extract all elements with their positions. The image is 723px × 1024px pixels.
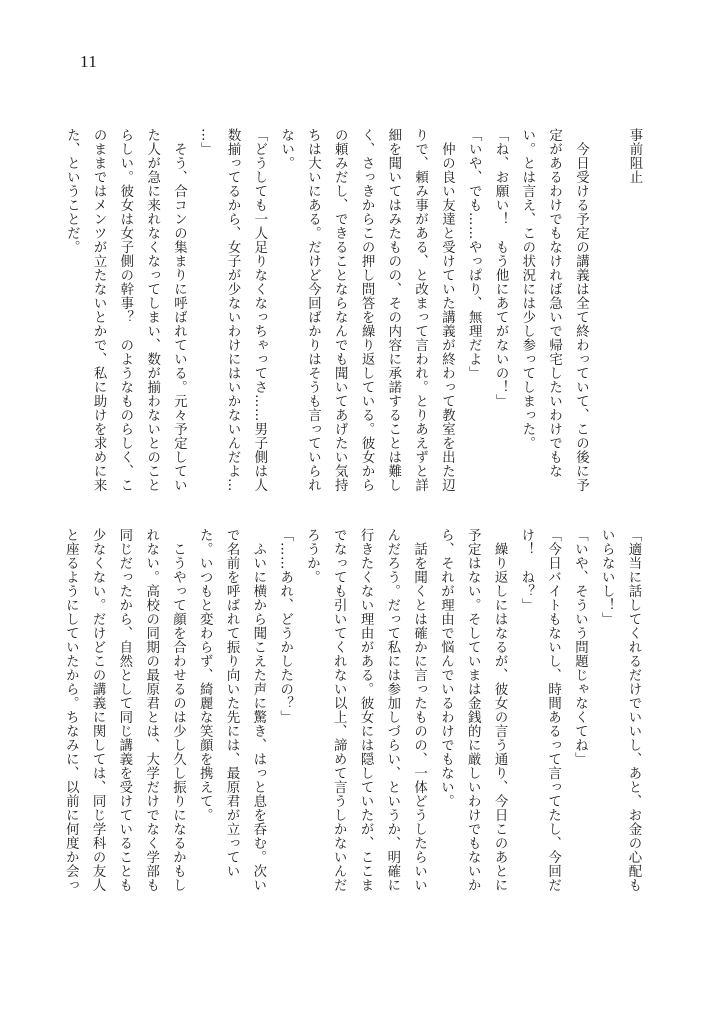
- bottom-text-line: 少なくない。だけどこの講義に関しては、同じ学科の友人: [90, 528, 106, 892]
- bottom-text-line: 「いや、そういう問題じゃなくてね」: [572, 528, 588, 766]
- bottom-text-line: 「今日バイトもないし、時間あるって言ってたし、今回だ: [545, 528, 561, 892]
- top-text-line: [593, 128, 620, 508]
- top-text-line: らしい。彼女は女子側の幹事？ のようなものらしく、こ: [117, 128, 133, 492]
- top-text-line: の頼みだし、できることならなんでも聞いてあげたい気持: [332, 128, 348, 492]
- bottom-text-line: け！ ね？」: [518, 528, 534, 612]
- bottom-text-line: れない。高校の同期の最原君とは、大学だけでなく学部も: [143, 528, 159, 892]
- text-block-top: [57, 128, 647, 508]
- top-text-line: のままではメンツが立たないとかで、私に助けを求めに来: [91, 128, 107, 492]
- page-number: 11: [80, 52, 98, 71]
- bottom-text-line: 同じだったから、自然として同じ講義を受けていることも: [116, 528, 132, 892]
- bottom-text-line: ふいに横から聞こえた声に驚き、はっと息を呑む。次い: [250, 528, 266, 892]
- top-text-line: 定があるわけでもなければ急いで帰宅したいわけでもな: [546, 128, 562, 478]
- top-text-line: 「どうしても一人足りなくなっちゃってさ……男子側は人: [251, 128, 267, 492]
- top-text-line: 仲の良い友達と受けていた講義が終わって教室を出た辺: [439, 128, 455, 492]
- top-text-line: 今日受ける予定の講義は全て終わっていて、この後に予: [573, 128, 589, 492]
- top-text-line: 「いや、でも……やっぱり、無理だよ」: [466, 128, 482, 380]
- top-text-line: そう、合コンの集まりに呼ばれている。元々予定してい: [171, 128, 187, 492]
- top-text-line: た、ということだ。: [64, 128, 80, 254]
- top-text-line: 事前阻止: [627, 128, 642, 184]
- bottom-text-line: んだろう。だって私には参加しづらい、というか、明確に: [384, 528, 400, 892]
- top-text-line: 「ね、お願い！ もう他にあてがないの！」: [493, 128, 509, 408]
- bottom-text-line: と座るようにしていたから。ちなみに、以前に何度か会っ: [63, 528, 79, 892]
- bottom-text-line: 繰り返しにはなるが、彼女の言う通り、今日このあとに: [492, 528, 508, 892]
- top-text-line: 数揃ってるから、女子が少ないわけにはいかないんだよ…: [225, 128, 241, 492]
- bottom-text-line: 予定はない。そしていまは金銭的に厳しいわけでもないか: [465, 528, 481, 892]
- bottom-text-line: 話を聞くとは確かに言ったものの、一体どうしたらいい: [411, 528, 427, 892]
- bottom-text-line: ろうか。: [304, 528, 320, 584]
- top-text-line: ない。: [278, 128, 294, 170]
- bottom-text-line: で名前を呼ばれて振り向いた先には、最原君が立ってい: [224, 528, 240, 878]
- bottom-text-line: 「適当に話してくれるだけでいいし、あと、お金の心配も: [626, 528, 641, 892]
- bottom-text-line: こうやって顔を合わせるのは少し久し振りになるかもし: [170, 528, 186, 892]
- bottom-text-line: 行きたくない理由がある。彼女には隠していたが、ここま: [358, 528, 374, 892]
- bottom-text-line: た。いつもと変わらず、綺麗な笑顔を携えて。: [197, 528, 213, 822]
- text-block-bottom: [56, 528, 646, 908]
- top-text-line: い。とは言え、この状況には少し参ってしまった。: [519, 128, 535, 450]
- top-text-line: た人が急に来れなくなってしまい、数が揃わないとのこと: [144, 128, 160, 492]
- bottom-text-line: ら、それが理由で悩んでいるわけでもない。: [438, 528, 454, 808]
- top-text-line: く、さっきからこの押し問答を繰り返している。彼女から: [359, 128, 375, 492]
- top-text-line: 細を聞いてはみたものの、その内容に承諾することは難し: [385, 128, 401, 492]
- bottom-text-line: いらないし！」: [599, 528, 615, 626]
- top-text-line: …」: [198, 128, 214, 156]
- top-text-line: りで、頼み事がある、と改まって言われ。とりあえずと詳: [412, 128, 428, 492]
- top-text-line: ちは大いにある。だけど今回ばかりはそうも言っていられ: [305, 128, 321, 492]
- bottom-text-line: でなっても引いてくれない以上、諦めて言うしかないんだ: [331, 528, 347, 892]
- bottom-text-line: 「……あれ、どうかしたの？」: [277, 528, 293, 724]
